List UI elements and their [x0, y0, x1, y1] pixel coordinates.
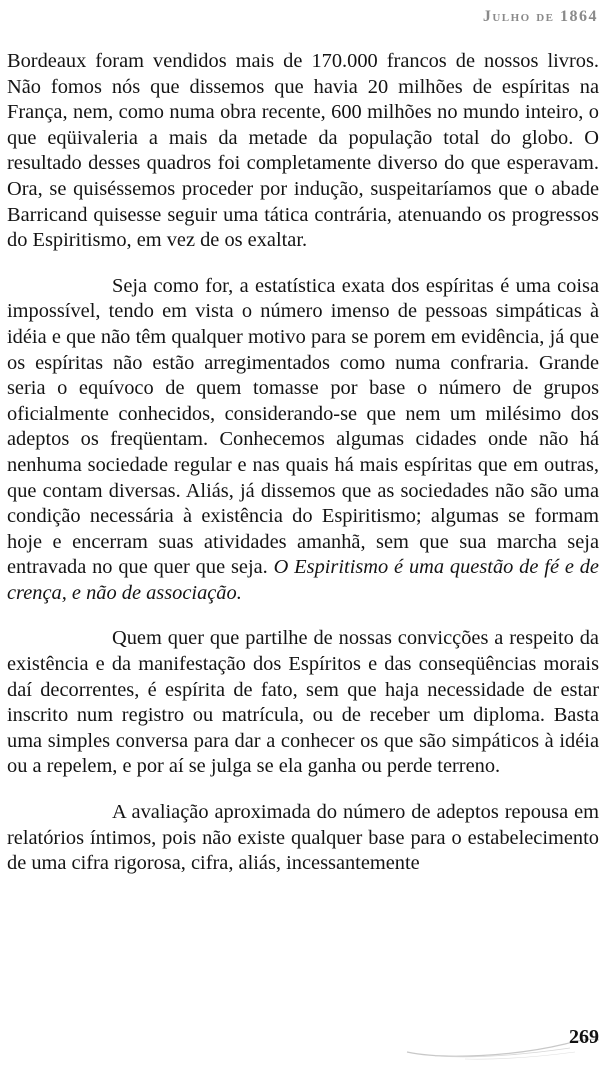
page-number: 269	[569, 1026, 599, 1048]
paragraph-2-text: Seja como for, a estatística exata dos espíritas é uma coisa impossível, tendo em vista o número imenso de pessoas simpáticas à idéia e que não têm qualquer motivo para se porem em evidência, já que os espíritas não estão arregimentados como numa confraria. Grande seria o equívoco de quem tomasse por base o número de grupos oficialmente conhecidos, considerando-se que nem um milésimo dos adeptos os freqüentam. Conhecemos algumas cidades onde não há nenhuma sociedade regular e nas quais há mais espíritas que em outras, que contam diversas. Aliás, já dissemos que as sociedades não são uma condição necessária à existência do Espiritismo; algumas se formam hoje e encerram suas atividades amanhã, sem que sua marcha seja entravada no que quer que seja.	[7, 274, 599, 579]
paragraph-1: Bordeaux foram vendidos mais de 170.000 francos de nossos livros. Não fomos nós que dissemos que havia 20 milhões de espíritas na França, nem, como numa obra recente, 600 milhões no mundo inteiro, o que eqüivaleria a mais da metade da população total do globo. O resultado desses quadros foi completamente diverso do que esperavam. Ora, se quiséssemos proceder por indução, suspeitaríamos que o abade Barricand quisesse seguir uma tática contrária, atenuando os progressos do Espiritismo, em vez de os exaltar.	[7, 50, 599, 252]
page-body	[7, 49, 599, 897]
running-header: Julho de 1864	[482, 8, 598, 25]
paragraph-4: A avaliação aproximada do número de adeptos repousa em relatórios íntimos, pois não existe qualquer base para o estabelecimento de uma cifra rigorosa, cifra, aliás, incessantemente	[7, 801, 599, 875]
paragraph-2-italic: O Espiritismo é uma questão de fé e de crença, e não de associação.	[7, 556, 599, 604]
paragraph-2	[7, 274, 599, 607]
paragraph-3: Quem quer que partilhe de nossas convicções a respeito da existência e da manifestação dos Espíritos e das conseqüências morais daí decorrentes, é espírita de fato, sem que haja necessidade de estar inscrito num registro ou matrícula, ou de receber um diploma. Basta uma simples conversa para dar a conhecer os que são simpáticos à idéia ou a repelem, e por aí se julga se ela ganha ou perde terreno.	[7, 627, 599, 778]
